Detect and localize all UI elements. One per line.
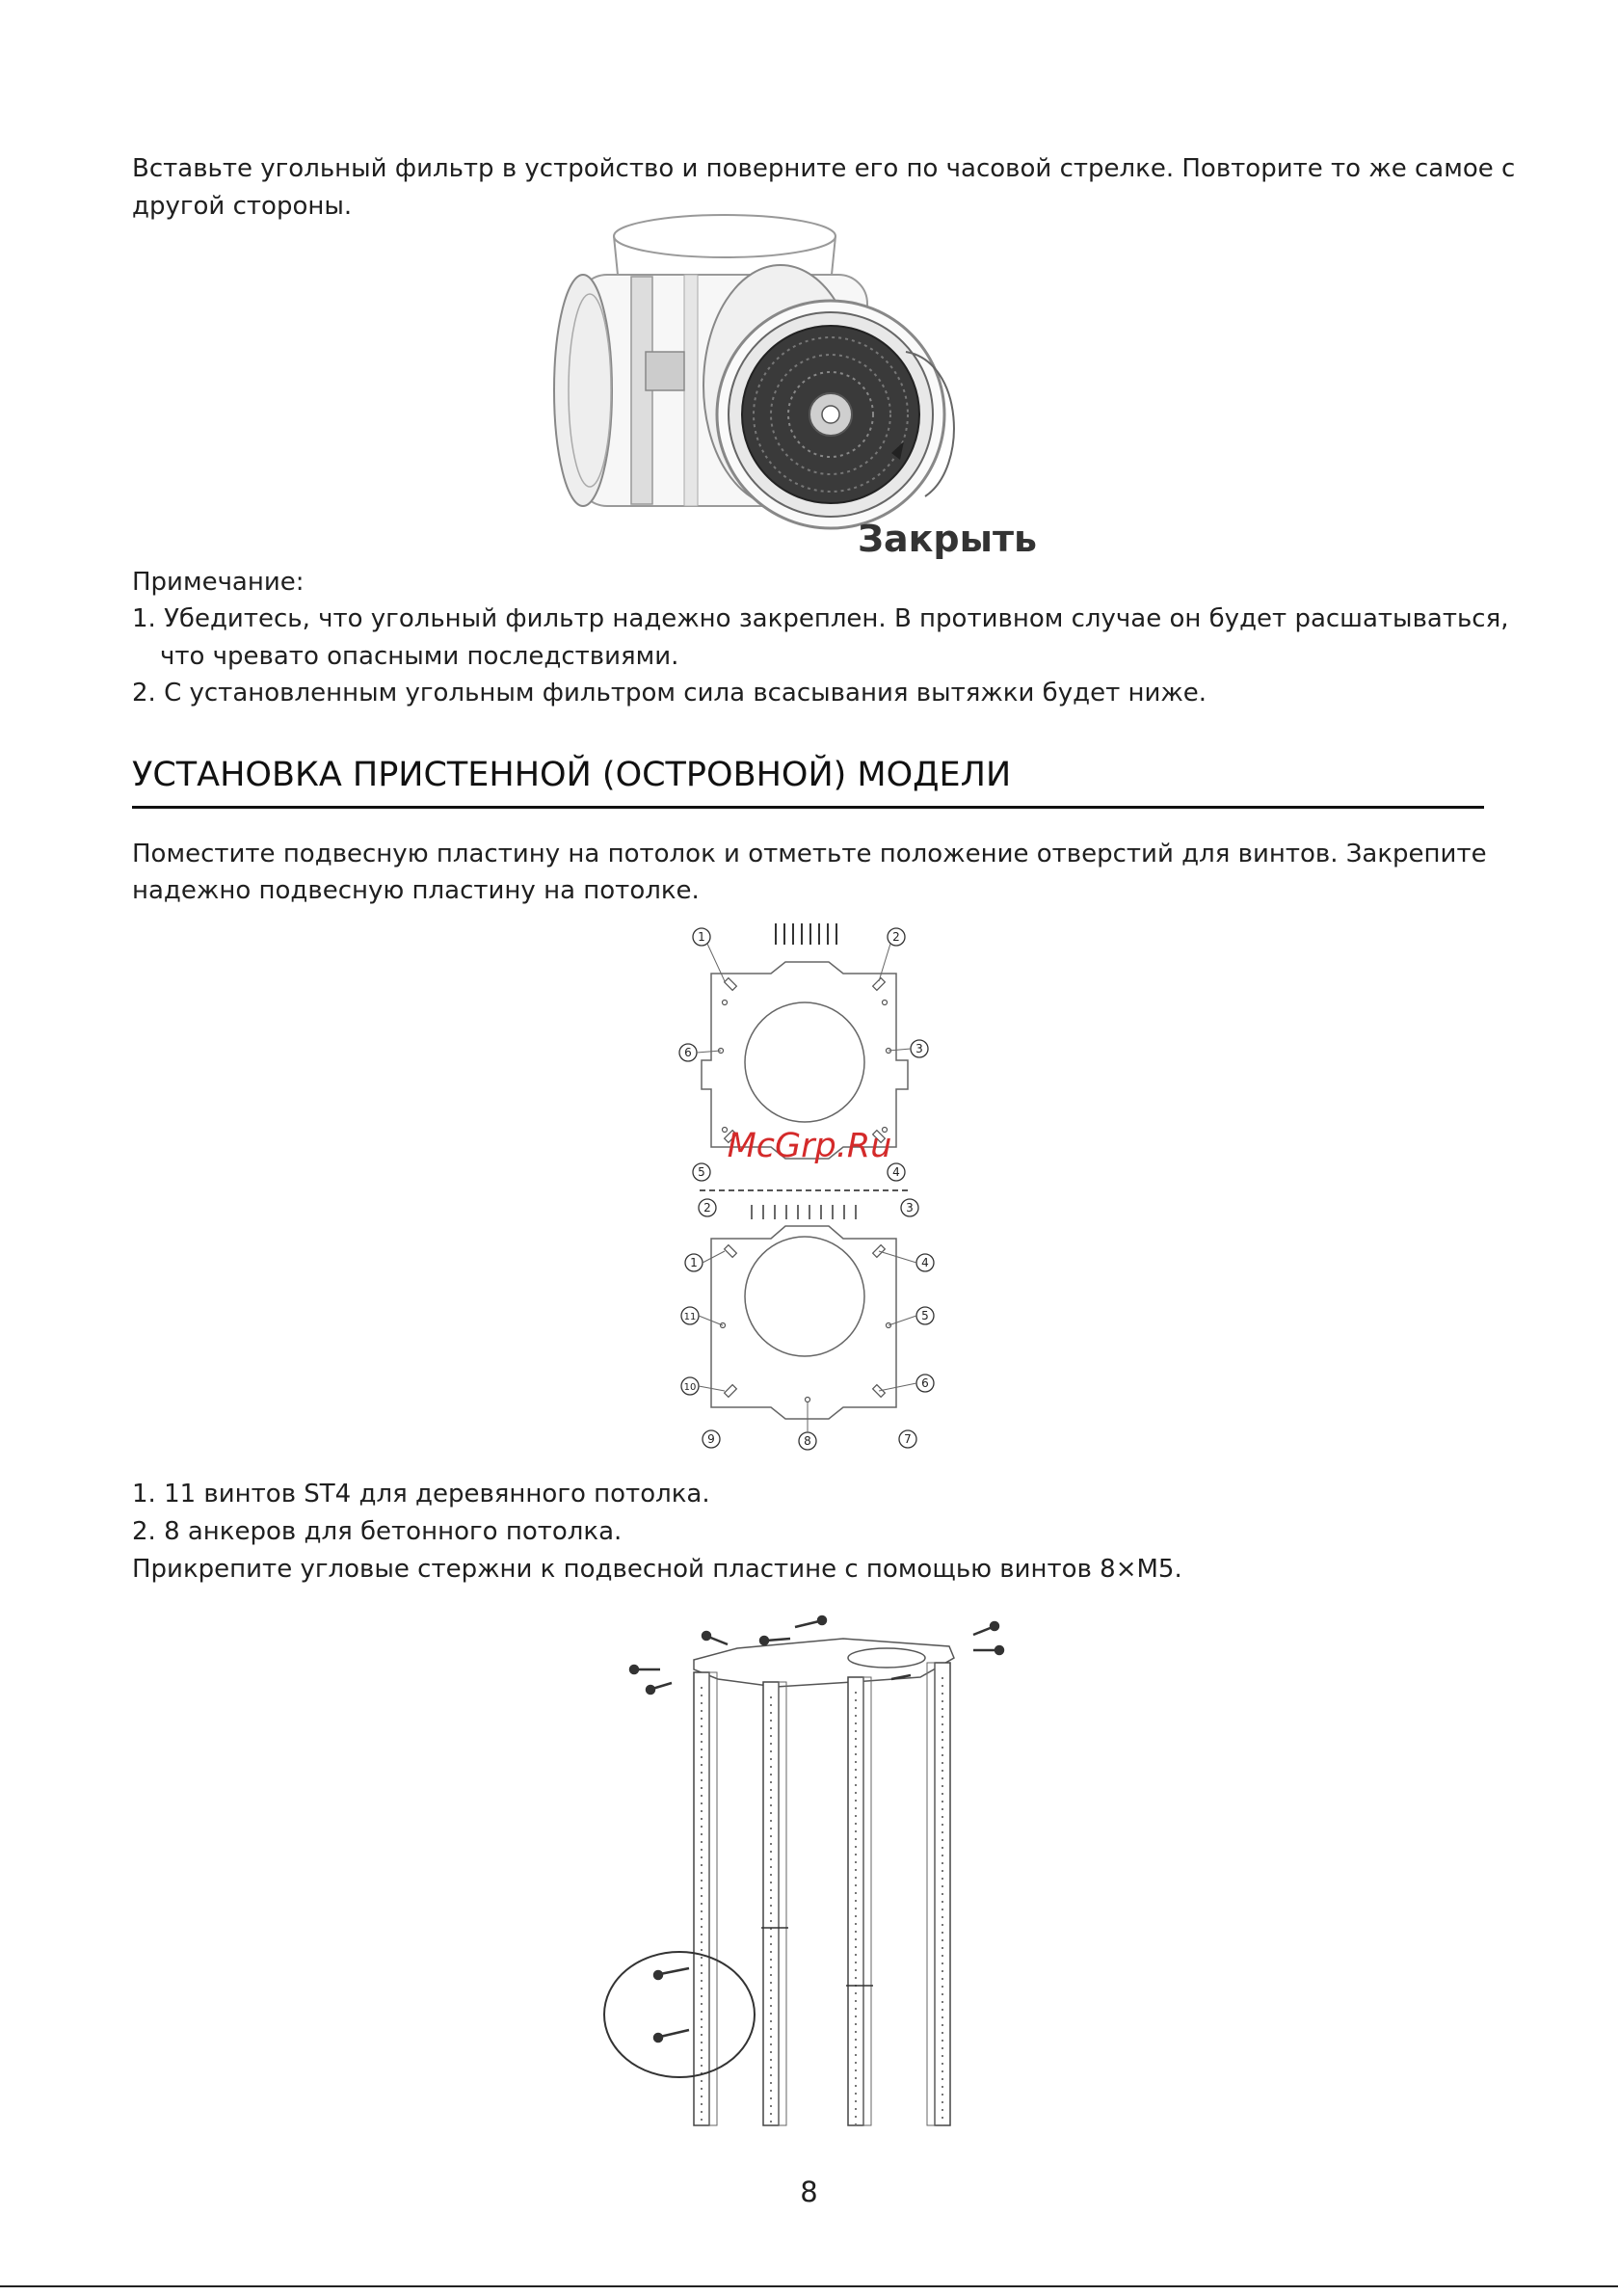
bottom-marker-8: 8 [804, 1434, 811, 1448]
close-label: Закрыть [858, 518, 1038, 560]
top-marker-4: 4 [892, 1165, 900, 1179]
note-item-1-line-2: что чревато опасными последствиями. [160, 642, 679, 671]
note-title: Примечание: [132, 568, 305, 597]
top-marker-1: 1 [698, 930, 705, 944]
bottom-marker-6: 6 [921, 1376, 929, 1390]
section-paragraph-line-2: надежно подвесную пластину на потолке. [132, 876, 700, 905]
bottom-marker-2: 2 [703, 1201, 711, 1215]
section-title: УСТАНОВКА ПРИСТЕННОЙ (ОСТРОВНОЙ) МОДЕЛИ [132, 756, 1012, 794]
bottom-marker-10: 10 [683, 1382, 697, 1393]
list-item-1: 1. 11 винтов ST4 для деревянного потолка. [132, 1480, 710, 1508]
top-marker-5: 5 [698, 1165, 705, 1179]
top-marker-2: 2 [892, 930, 900, 944]
bottom-marker-4: 4 [921, 1256, 929, 1269]
list-line-3: Прикрепите угловые стержни к подвесной пластине с помощью винтов 8×M5. [132, 1555, 1182, 1584]
mounting-plate-diagram [665, 916, 954, 1455]
bottom-marker-1: 1 [690, 1256, 698, 1269]
section-paragraph-line-1: Поместите подвесную пластину на потолок и отметьте положение отверстий для винтов. Закрепите [132, 840, 1487, 868]
bottom-marker-3: 3 [906, 1201, 914, 1215]
corner-rods-illustration [602, 1610, 1026, 2140]
watermark: McGrp.Ru [727, 1127, 892, 1165]
bottom-marker-9: 9 [707, 1432, 715, 1446]
bottom-marker-7: 7 [904, 1432, 912, 1446]
page-bottom-border [0, 2285, 1618, 2287]
list-item-2: 2. 8 анкеров для бетонного потолка. [132, 1517, 623, 1546]
note-item-1-line-1: 1. Убедитесь, что угольный фильтр надежно закреплен. В противном случае он будет расшатываться, [132, 604, 1509, 633]
bottom-marker-5: 5 [921, 1309, 929, 1322]
top-marker-3: 3 [915, 1042, 923, 1055]
section-divider [132, 806, 1484, 809]
intro-line-2: другой стороны. [132, 192, 353, 221]
note-item-2: 2. С установленным угольным фильтром сила всасывания вытяжки будет ниже. [132, 679, 1207, 707]
page-number: 8 [800, 2176, 818, 2208]
top-marker-6: 6 [684, 1046, 692, 1059]
bottom-marker-11: 11 [683, 1312, 697, 1322]
intro-line-1: Вставьте угольный фильтр в устройство и поверните его по часовой стрелке. Повторите то же самое с [132, 154, 1516, 183]
